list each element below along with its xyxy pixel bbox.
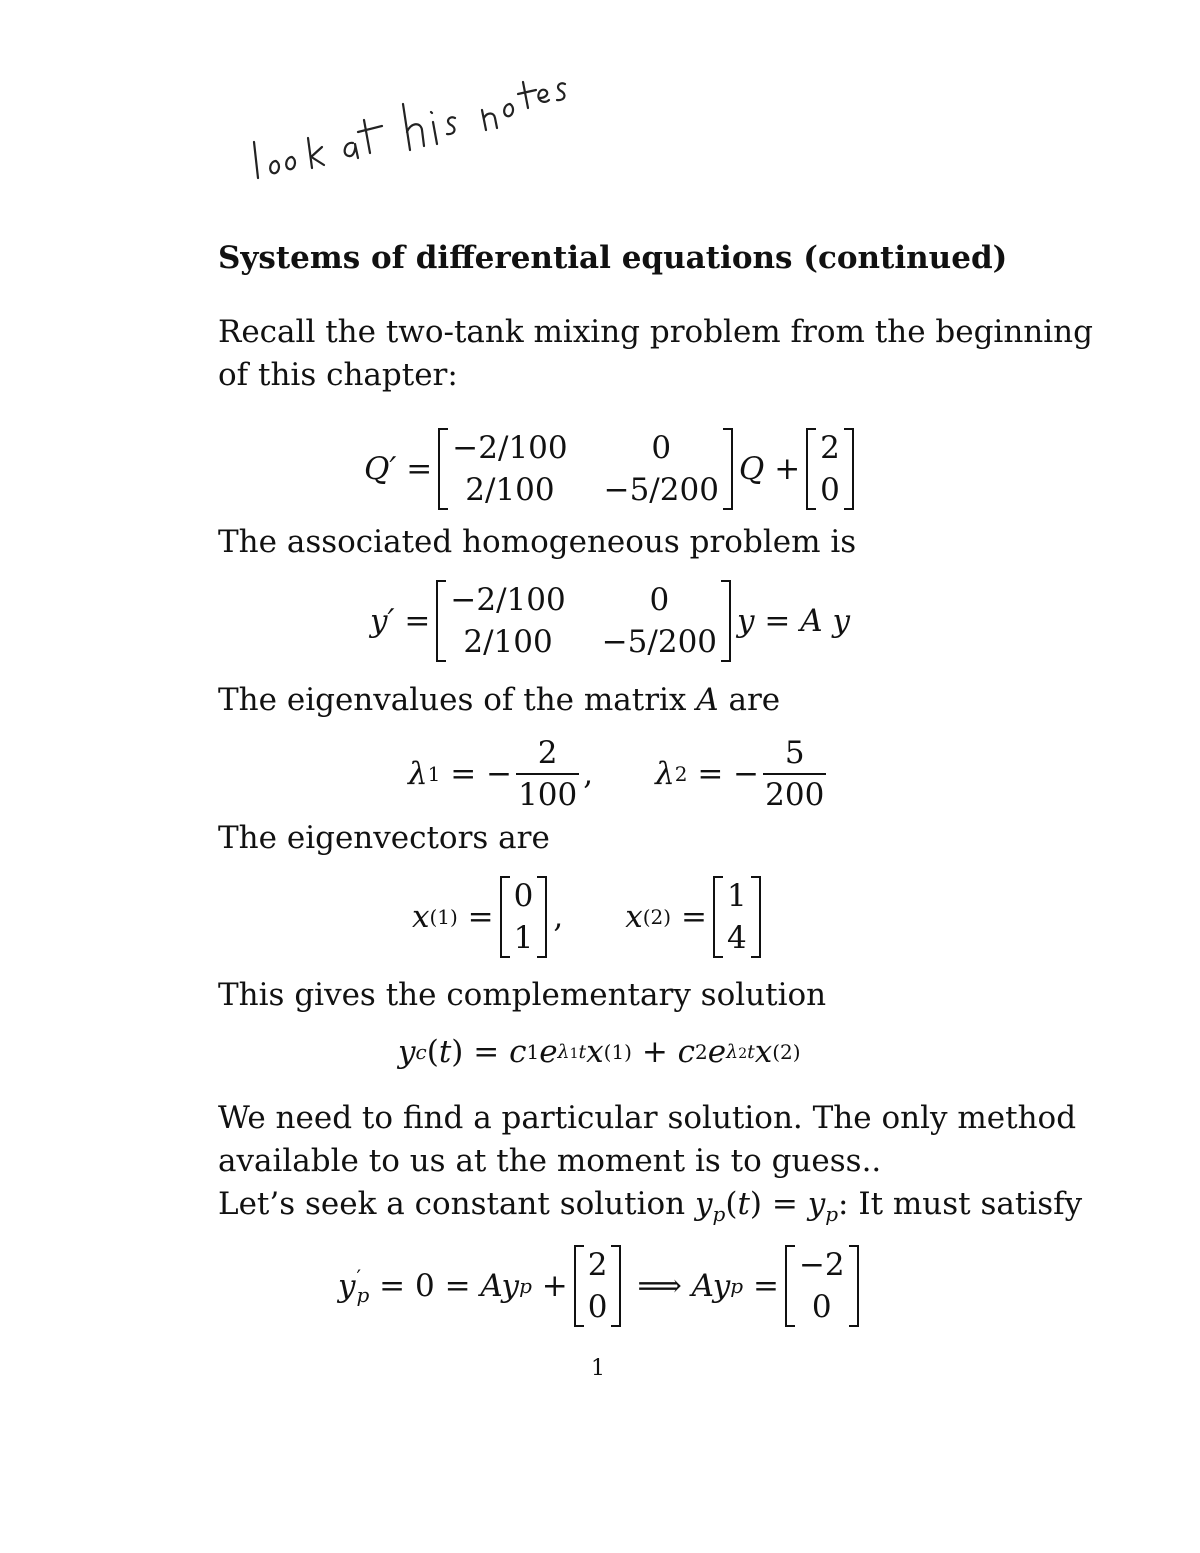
vector-cell: 1 bbox=[513, 920, 534, 956]
particular-line-2: available to us at the moment is to guess.. bbox=[218, 1143, 882, 1179]
matrix-cell: 0 bbox=[651, 430, 672, 466]
vector-cell: 1 bbox=[726, 878, 747, 914]
page-number: 1 bbox=[591, 1356, 605, 1381]
vector-cell: 2 bbox=[587, 1247, 608, 1283]
complementary-solution: y c (t) = c 1 e λ1t x (1) + c 2 e λ2t x (2) bbox=[398, 1034, 801, 1070]
homogeneous-equation bbox=[370, 580, 850, 662]
eq2-lhs: y′ = bbox=[370, 603, 431, 639]
forcing-vector bbox=[574, 1245, 622, 1327]
eigenvectors-equation: x (1) = 0 1 , x (2) = 1 4 bbox=[412, 876, 767, 958]
vector-cell: −2 bbox=[798, 1247, 845, 1283]
vector-cell: 4 bbox=[726, 920, 747, 956]
intro-line-2: of this chapter: bbox=[218, 357, 458, 393]
forcing-vector bbox=[806, 428, 854, 510]
coefficient-matrix bbox=[438, 428, 733, 510]
eq2-rhs: y = A y bbox=[737, 603, 850, 639]
vector-cell: 2 bbox=[820, 430, 840, 466]
eq1-lhs: Q′ = bbox=[364, 451, 433, 487]
complementary-text: This gives the complementary solution bbox=[218, 977, 827, 1013]
vector-cell: 0 bbox=[820, 472, 840, 508]
matrix-cell: −5/200 bbox=[601, 624, 718, 660]
matrix-cell: −2/100 bbox=[452, 430, 568, 466]
eigenvector-1 bbox=[500, 876, 548, 958]
lambda2-fraction: $\frac{5}{200}$ bbox=[765, 735, 825, 813]
intro-line-1: Recall the two-tank mixing problem from the beginning bbox=[218, 314, 1093, 350]
coefficient-matrix bbox=[436, 580, 731, 662]
result-vector bbox=[785, 1245, 859, 1327]
matrix-cell: −5/200 bbox=[603, 472, 719, 508]
matrix-cell: 0 bbox=[649, 582, 670, 618]
vector-cell: 0 bbox=[587, 1289, 608, 1325]
eq1-mid: Q + bbox=[738, 451, 801, 487]
matrix-cell: 2/100 bbox=[465, 472, 555, 508]
matrix-cell: 2/100 bbox=[463, 624, 553, 660]
seek-line: Let’s seek a constant solution $y_p(t) = y_p$: It must satisfy bbox=[218, 1186, 1083, 1226]
vector-cell: 0 bbox=[811, 1289, 832, 1325]
particular-line-1: We need to find a particular solution. The only method bbox=[218, 1100, 1077, 1136]
section-title: Systems of differential equations (continued) bbox=[218, 240, 1008, 276]
eigenvalues-text: The eigenvalues of the matrix A are bbox=[218, 682, 781, 718]
particular-equation: y ′ p = 0 = Ay p + 2 0 ⟹ Ay p = −2 0 bbox=[338, 1245, 865, 1327]
homogeneous-text: The associated homogeneous problem is bbox=[218, 524, 857, 560]
eigenvector-2 bbox=[713, 876, 761, 958]
eigenvectors-text: The eigenvectors are bbox=[218, 820, 550, 856]
handwritten-note bbox=[240, 60, 580, 190]
eigenvalues-equation: λ 1 = − $\frac{2}{100}$ , λ 2 = − $\frac{5}{200}$ bbox=[408, 735, 825, 813]
matrix-cell: −2/100 bbox=[450, 582, 566, 618]
vector-cell: 0 bbox=[513, 878, 534, 914]
mixing-equation bbox=[364, 428, 860, 510]
lambda1-fraction: $\frac{2}{100}$ bbox=[518, 735, 578, 813]
